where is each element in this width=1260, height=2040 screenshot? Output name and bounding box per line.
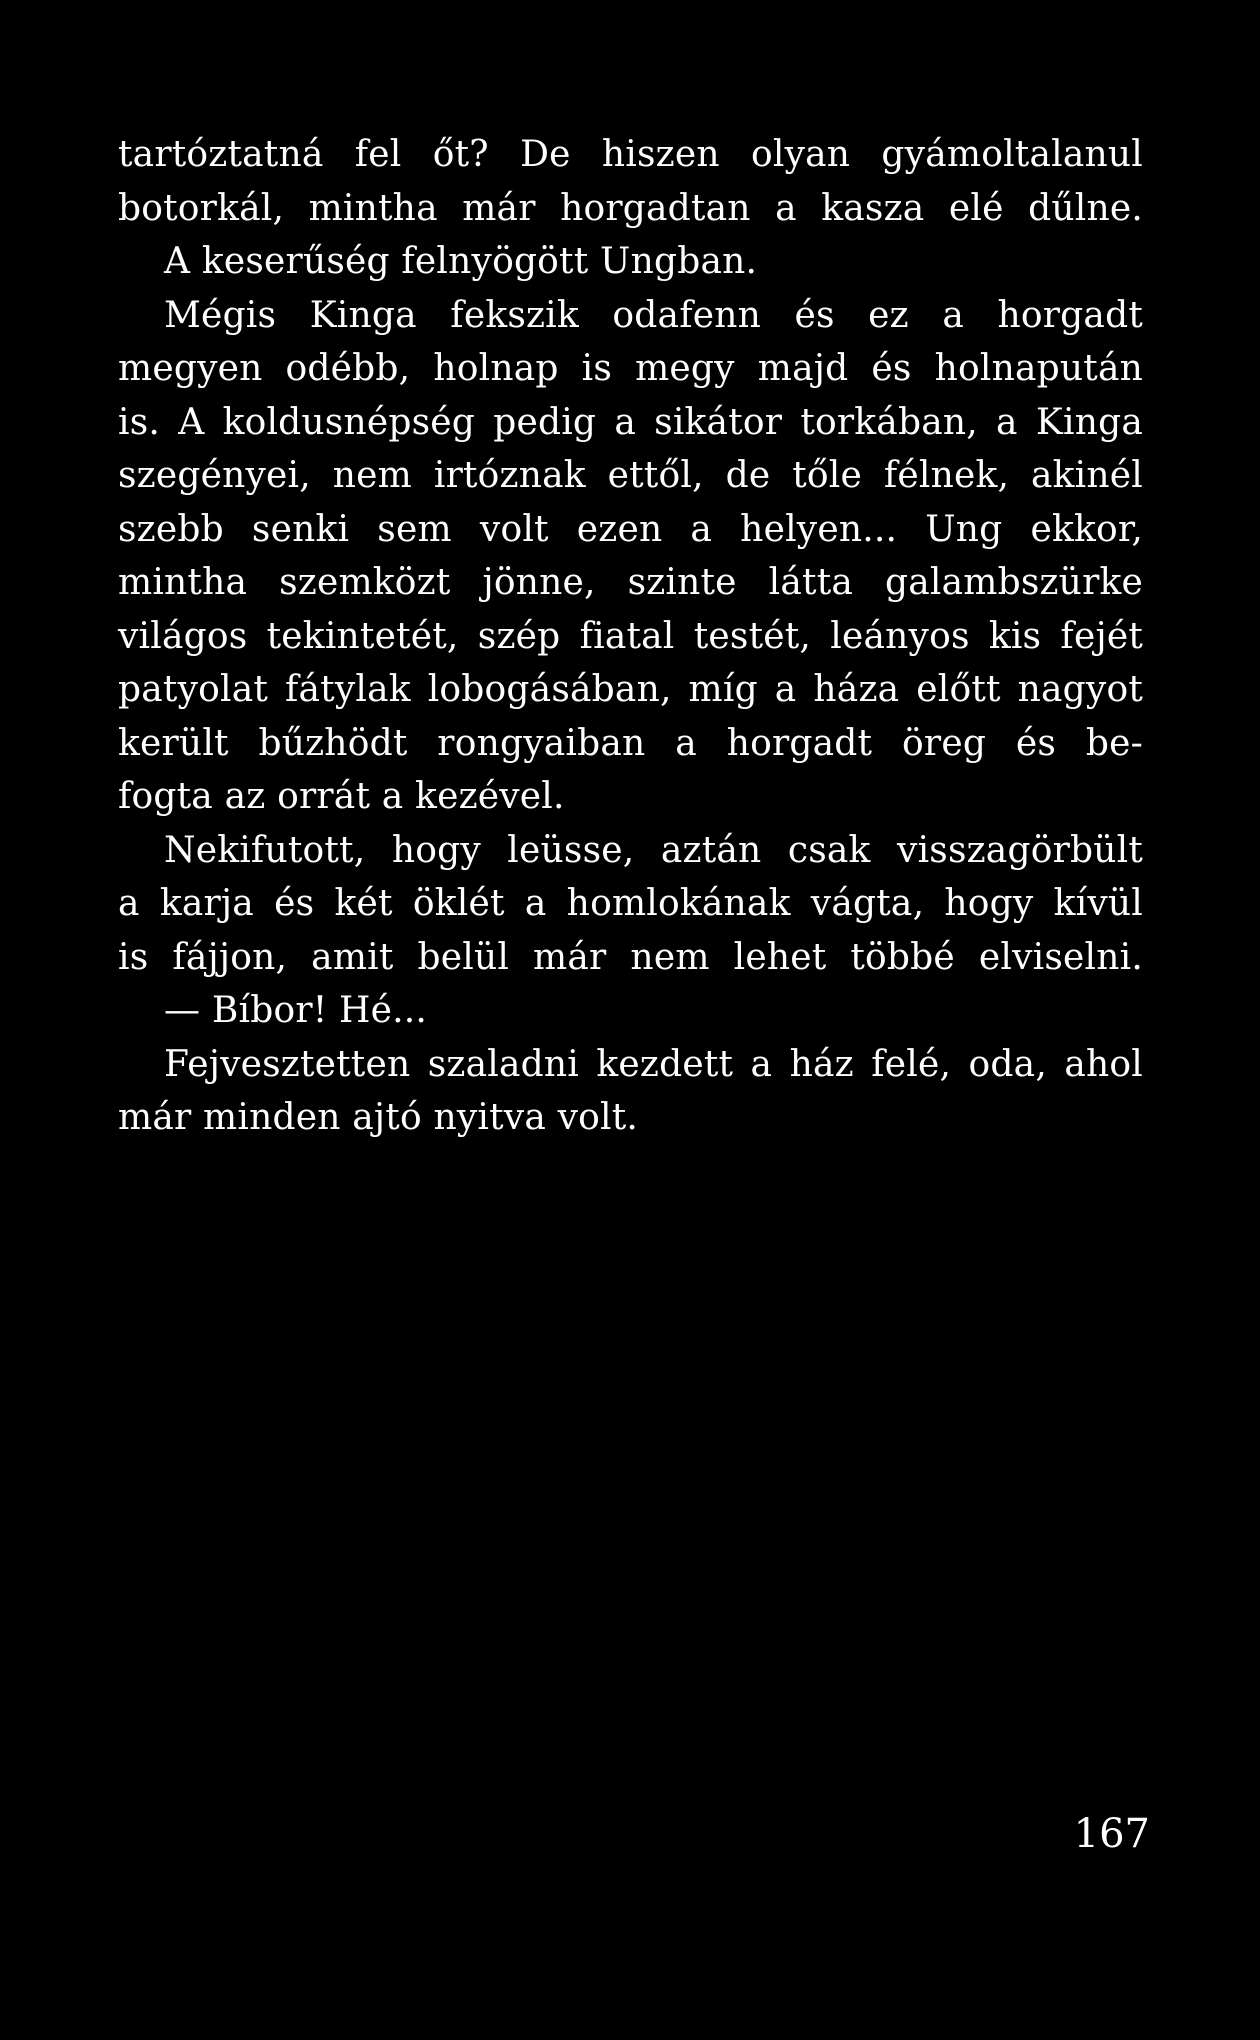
text-line: is. A koldusnépség pedig a sikátor torkában, a Kinga bbox=[118, 401, 1143, 443]
text-line: Nekifutott, hogy leüsse, aztán csak visszagörbült bbox=[164, 829, 1143, 871]
text-line: botorkál, mintha már horgadtan a kasza elé dűlne. bbox=[118, 187, 1143, 229]
text-line: fogta az orrát a kezével. bbox=[118, 776, 565, 817]
text-line: Fejvesztetten szaladni kezdett a ház felé, oda, ahol bbox=[164, 1043, 1143, 1085]
text-line: megyen odébb, holnap is megy majd és holnapután bbox=[118, 348, 1143, 389]
body-text bbox=[118, 128, 1143, 1145]
text-line: világos tekintetét, szép fiatal testét, leányos kis fejét bbox=[118, 615, 1143, 657]
text-line: patyolat fátylak lobogásában, míg a háza előtt nagyot bbox=[118, 669, 1143, 710]
text-line: szebb senki sem volt ezen a helyen... Ung ekkor, bbox=[118, 508, 1143, 550]
page-number: 167 bbox=[1073, 1811, 1150, 1857]
text-line: tartóztatná fel őt? De hiszen olyan gyámoltalanul bbox=[118, 134, 1143, 175]
text-line: már minden ajtó nyitva volt. bbox=[118, 1097, 639, 1138]
text-line: A keserűség felnyögött Ungban. bbox=[164, 241, 758, 282]
text-line: mintha szemközt jönne, szinte látta galambszürke bbox=[118, 562, 1143, 603]
text-line: szegényei, nem irtóznak ettől, de tőle félnek, akinél bbox=[118, 455, 1143, 496]
text-line: került bűzhödt rongyaiban a horgadt öreg és be- bbox=[118, 722, 1143, 764]
dialogue-line: — Bíbor! Hé... bbox=[164, 990, 428, 1031]
text-line: is fájjon, amit belül már nem lehet többé elviselni. bbox=[118, 936, 1143, 978]
text-line: Mégis Kinga fekszik odafenn és ez a horgadt bbox=[164, 294, 1143, 336]
text-line: a karja és két öklét a homlokának vágta, hogy kívül bbox=[118, 883, 1143, 924]
